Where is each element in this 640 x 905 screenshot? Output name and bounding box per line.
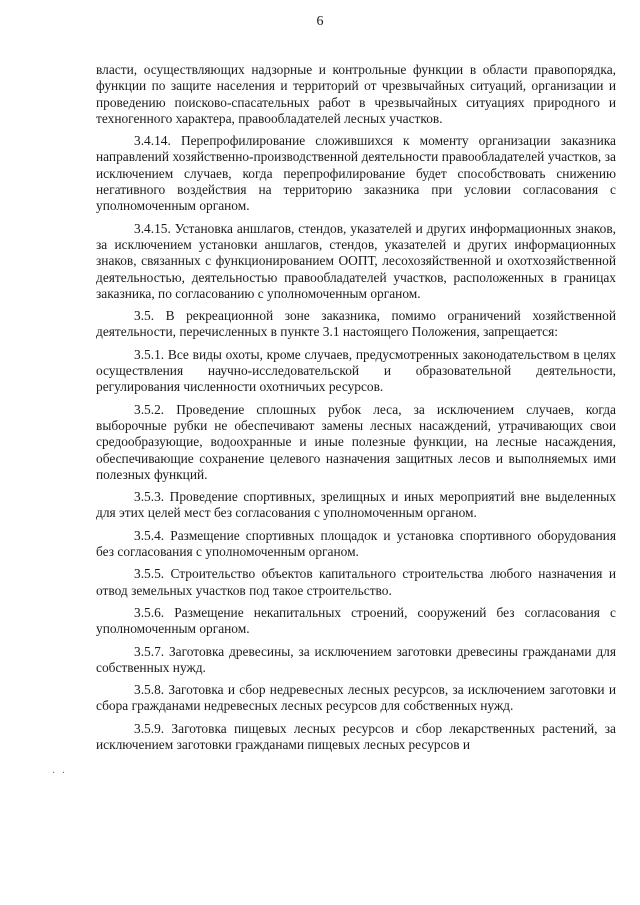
paragraph-3-5-7: 3.5.7. Заготовка древесины, за исключением заготовки древесины гражданами для собственных нужд. (96, 643, 616, 675)
paragraph-continuation: власти, осуществляющих надзорные и контрольные функции в области правопорядка, функции по защите населения и территорий от чрезвычайных ситуаций, организации и проведению поисково-спасательных работ в чрезвычайных ситуациях природного и техногенного характера, правообладателей лесных участков. (96, 62, 616, 126)
paragraph-3-5-4: 3.5.4. Размещение спортивных площадок и установка спортивного оборудования без согласования с уполномоченным органом. (96, 527, 616, 560)
page-number: 6 (316, 14, 324, 29)
paragraph-3-5-5: 3.5.5. Строительство объектов капитального строительства любого назначения и отвод земельных участков под такое строительство. (96, 566, 616, 598)
margin-mark: · · (52, 768, 68, 779)
paragraph-3-5-8: 3.5.8. Заготовка и сбор недревесных лесных ресурсов, за исключением заготовки и сбора гражданами недревесных лесных ресурсов для собственных нужд. (96, 682, 616, 714)
paragraph-3-5-3: 3.5.3. Проведение спортивных, зрелищных и иных мероприятий вне выделенных для этих целей мест без согласования с уполномоченным органом. (96, 489, 616, 521)
paragraph-3-5-1: 3.5.1. Все виды охоты, кроме случаев, предусмотренных законодательством в целях осуществления научно-исследовательской и образовательной деятельности, регулирования численности охотничьих ресурсов. (96, 346, 616, 395)
document-body (96, 62, 616, 759)
paragraph-3-5: 3.5. В рекреационной зоне заказника, помимо ограничений хозяйственной деятельности, перечисленных в пункте 3.1 настоящего Положения, запрещается: (96, 308, 616, 340)
paragraph-3-5-6: 3.5.6. Размещение некапитальных строений, сооружений без согласования с уполномоченным органом. (96, 604, 616, 637)
paragraph-3-5-2: 3.5.2. Проведение сплошных рубок леса, за исключением случаев, когда выборочные рубки не обеспечивают замены лесных насаждений, утрачивающих свои средообразующие, водоохранные и иные полезные функции, на лесные насаждения, обеспечивающие сохранение целевого назначения защитных лесов и выполняемых ими полезных функций. (96, 401, 616, 482)
paragraph-3-4-14: 3.4.14. Перепрофилирование сложившихся к моменту организации заказника направлений хозяйственно-производственной деятельности правообладателей участков, за исключением случаев, когда перепрофилирование будет способствовать снижению негативного воздействия на территорию заказника при условии согласования с уполномоченным органом. (96, 133, 616, 214)
paragraph-3-5-9: 3.5.9. Заготовка пищевых лесных ресурсов и сбор лекарственных растений, за исключением заготовки гражданами пищевых лесных ресурсов и (96, 720, 616, 752)
paragraph-3-4-15: 3.4.15. Установка аншлагов, стендов, указателей и других информационных знаков, за исключением установки аншлагов, стендов, указателей и других информационных знаков, связанных с функционированием ООПТ, лесохозяйственной и охотхозяйственной деятельностью, деятельностью правообладателей участков, расположенных в границах заказника, по согласованию с уполномоченным органом. (96, 220, 616, 301)
